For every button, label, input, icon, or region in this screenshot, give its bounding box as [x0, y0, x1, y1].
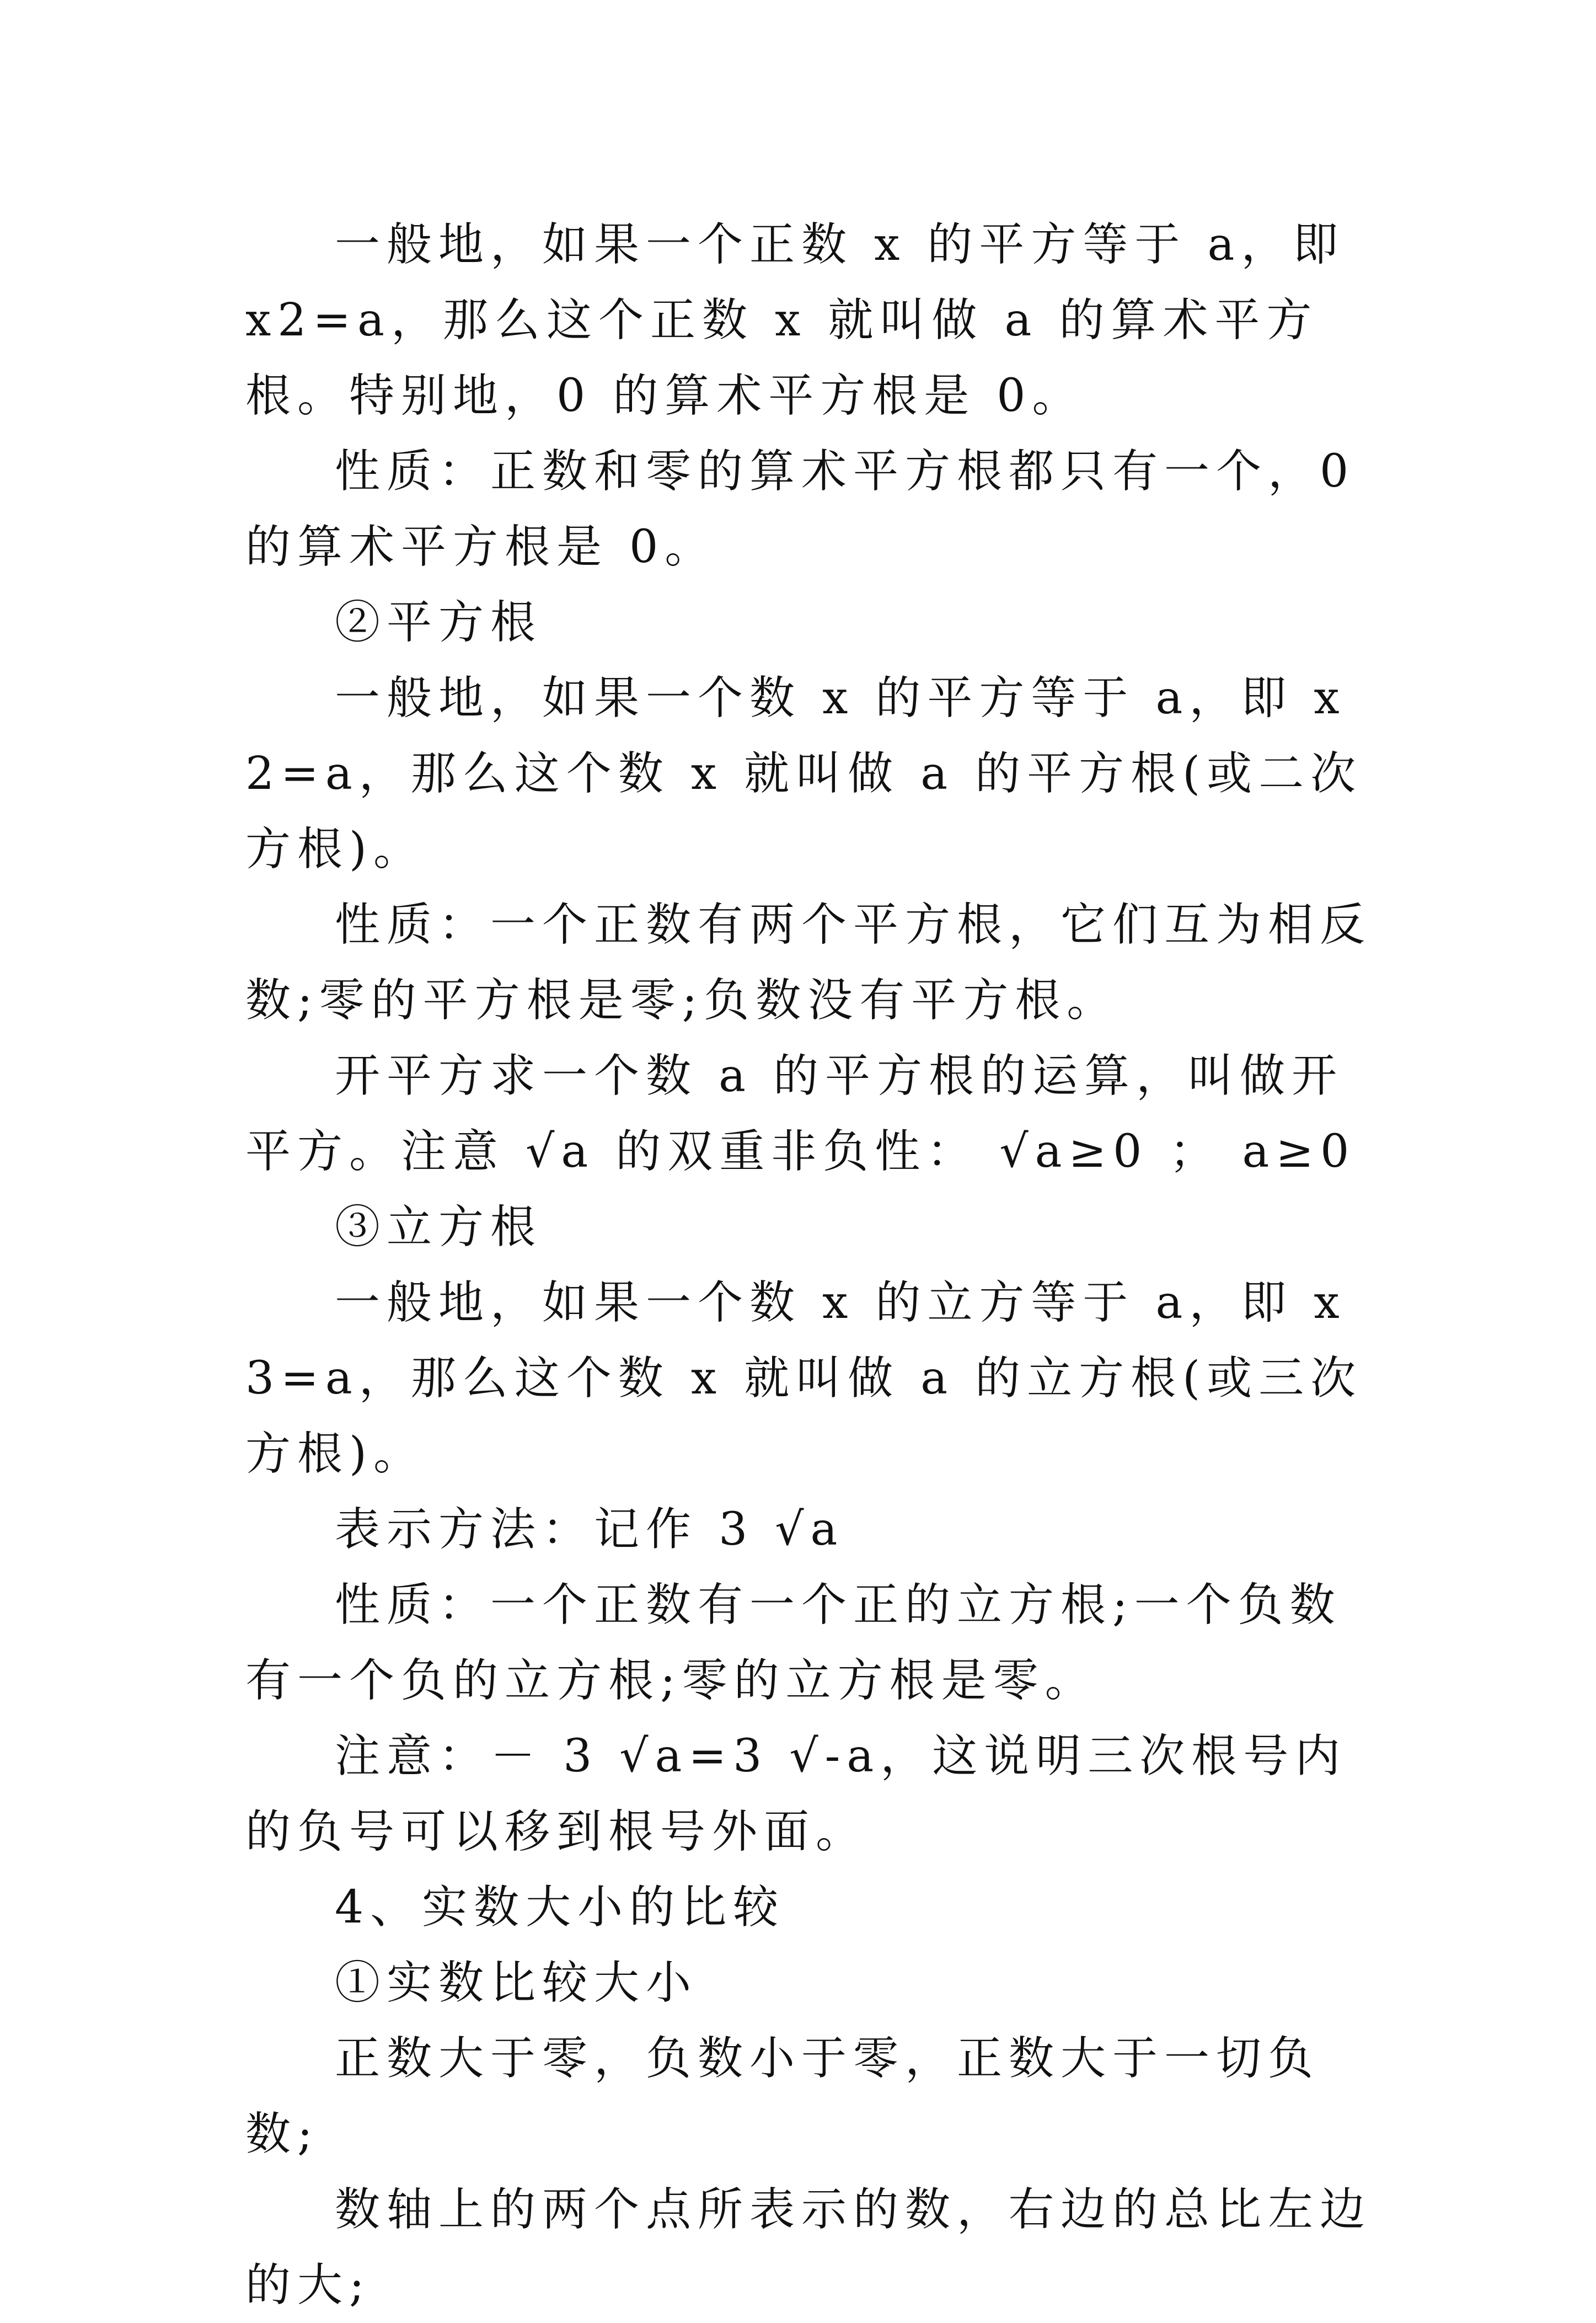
paragraph-arithmetic-root-definition: 一般地，如果一个正数 x 的平方等于 a，即 x2=a，那么这个正数 x 就叫做 a 的算术平方根。特别地，0 的算术平方根是 0。 [245, 218, 1345, 422]
document-body [245, 207, 1373, 2323]
paragraph-square-root-definition: 一般地，如果一个数 x 的平方等于 a，即 x2=a，那么这个数 x 就叫做 a 的平方根(或二次方根)。 [245, 672, 1363, 875]
heading-real-number-comparison: 4、实数大小的比较 [335, 1881, 785, 1934]
paragraph-square-root-operation: 开平方求一个数 a 的平方根的运算，叫做开平方。注意 √a 的双重非负性： √a≥0 ； a≥0 [245, 1050, 1356, 1178]
paragraph-comparison-rule-2: 数轴上的两个点所表示的数，右边的总比左边的大; [245, 2183, 1372, 2311]
paragraph-cube-root-note: 注意：－ 3 √a=3 √-a，这说明三次根号内的负号可以移到根号外面。 [245, 1730, 1347, 1858]
paragraph-cube-root-definition: 一般地，如果一个数 x 的立方等于 a，即 x3=a，那么这个数 x 就叫做 a 的立方根(或三次方根)。 [245, 1277, 1363, 1480]
paragraph-cube-root-property: 性质：一个正数有一个正的立方根;一个负数有一个负的立方根;零的立方根是零。 [245, 1579, 1342, 1707]
paragraph-arithmetic-root-property: 性质：正数和零的算术平方根都只有一个，0 的算术平方根是 0。 [245, 445, 1356, 573]
paragraph-cube-root-notation: 表示方法：记作 3 √a [335, 1503, 844, 1556]
heading-cube-root: ③立方根 [335, 1201, 543, 1253]
heading-comparing-real-numbers: ①实数比较大小 [335, 1957, 698, 2009]
heading-square-root: ②平方根 [335, 596, 543, 649]
paragraph-square-root-property: 性质：一个正数有两个平方根，它们互为相反数;零的平方根是零;负数没有平方根。 [245, 899, 1372, 1027]
paragraph-comparison-rule-1: 正数大于零，负数小于零，正数大于一切负数; [245, 2032, 1320, 2160]
